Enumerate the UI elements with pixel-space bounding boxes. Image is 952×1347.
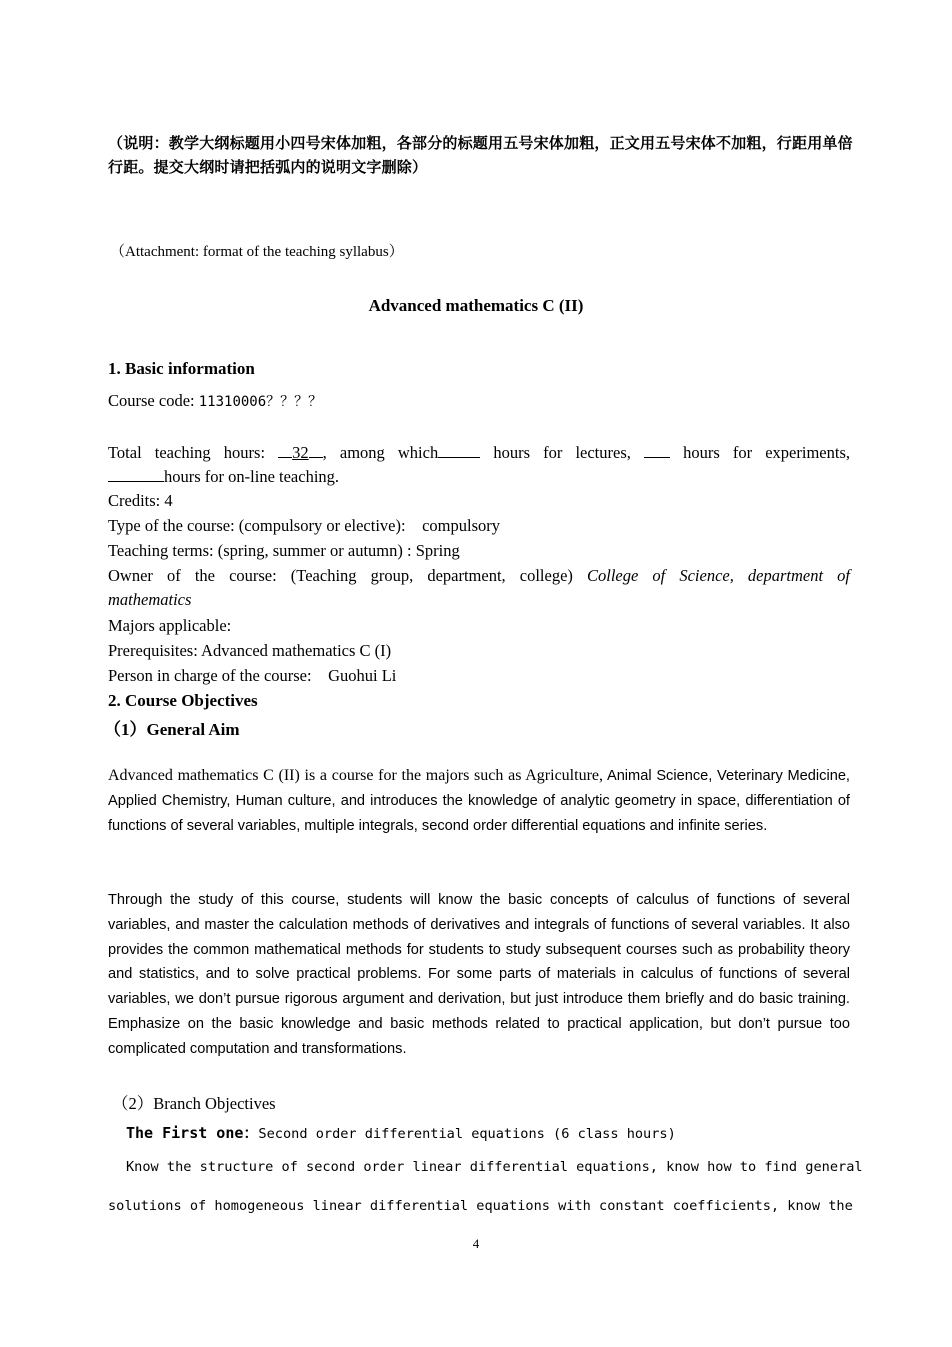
owner-value-cont: mathematics [108,590,192,609]
first-objective-heading [126,1122,676,1143]
course-type: Type of the course: (compulsory or elective): compulsory [108,516,500,535]
person-in-charge: Person in charge of the course: Guohui Li [108,666,397,685]
para1-serif-part: Advanced mathematics C (II) is a course for the majors such as Agriculture, [108,767,603,784]
hours-among: , among which [322,443,439,462]
owner-value: College of Science, department of [587,566,850,585]
section-heading-basic-information: 1. Basic information [108,359,255,378]
course-code [108,391,322,411]
section-heading-course-objectives: 2. Course Objectives [108,691,258,710]
hours-online: hours for on-line teaching. [164,467,340,486]
teaching-terms: Teaching terms: (spring, summer or autumn) : Spring [108,541,460,560]
formatting-note: （说明：教学大纲标题用小四号宋体加粗，各部分的标题用五号宋体加粗，正文用五号宋体不加粗，行距用单倍行距。提交大纲时请把括弧内的说明文字删除） [108,134,853,176]
online-hours [108,465,339,487]
first-objective-label: The First one： [126,1124,259,1142]
owner-label: Owner of the course: (Teaching group, department, college) [108,566,573,585]
page-number: 4 [472,1236,480,1251]
hours-experiments: hours for experiments, [683,443,850,462]
general-aim-heading: （1）General Aim [104,720,240,739]
hours-lectures: hours for lectures, [493,443,631,462]
total-hours-value: 32 [292,443,309,462]
hours-prefix: Total teaching hours: [108,443,266,462]
course-owner [108,566,850,586]
course-code-label: Course code: [108,391,199,410]
branch-objectives-heading: （2）Branch Objectives [112,1094,276,1113]
attachment-note: （Attachment: format of the teaching syllabus） [110,244,404,260]
first-objective-line-2: solutions of homogeneous linear differential equations with constant coefficients, know the [108,1198,853,1214]
general-aim-paragraph-1 [108,764,850,838]
general-aim-paragraph-2: Through the study of this course, students will know the basic concepts of calculus of functions of several variables, and master the calculation methods of derivatives and integrals of functions of several variables. It also provides the common mathematical methods for students to study subsequent courses such as probability theory and statistics, and to solve practical problems. For some parts of materials in calculus of functions of several variables, we don’t pursue rigorous argument and derivation, but just introduce them briefly and do basic training. Emphasize on the basic knowledge and basic methods related to practical application, but don’t pursue too complicated computation and transformations. [108,892,850,1057]
credits: Credits: 4 [108,491,173,510]
first-objective-line-1: Know the structure of second order linear differential equations, know how to find general [126,1159,863,1175]
course-code-value: 11310006？？？？ [198,394,323,410]
para1-rest: Animal Science, Veterinary Medicine, Applied Chemistry, Human culture, and introduces the knowledge of analytic geometry in space, differentiation of functions of several variables, multiple integrals, second order differential equations and infinite series. [108,768,850,834]
syllabus-title: Advanced mathematics C (II) [368,296,584,315]
majors-applicable: Majors applicable: [108,616,232,635]
first-objective-title: Second order differential equations (6 class hours) [258,1126,676,1142]
total-teaching-hours [108,441,850,463]
prerequisites: Prerequisites: Advanced mathematics C (I) [108,641,392,660]
